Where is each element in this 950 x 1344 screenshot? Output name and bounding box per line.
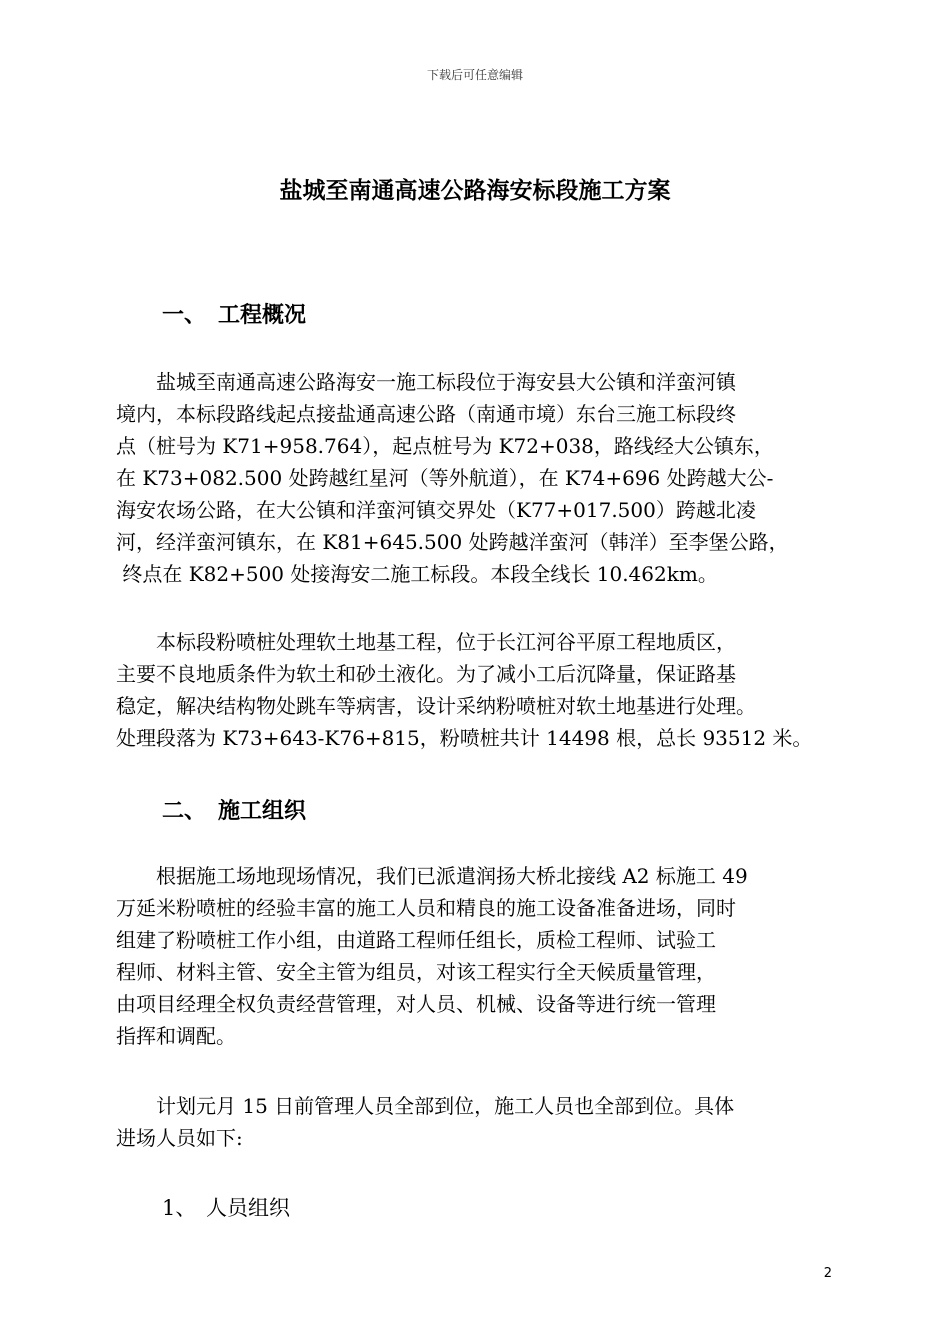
- text-line: 终点在 K82+500 处接海安二施工标段。本段全线长 10.462km。: [116, 562, 718, 586]
- text-line: 根据施工场地现场情况，我们已派遣润扬大桥北接线 A2 标施工 49: [116, 864, 748, 888]
- text-line: 点（桩号为 K71+958.764），起点桩号为 K72+038，路线经大公镇东，: [116, 434, 774, 458]
- page-number: 2: [823, 1266, 832, 1281]
- text-line: 本标段粉喷桩处理软土地基工程，位于长江河谷平原工程地质区，: [116, 630, 736, 654]
- text-line: 程师、材料主管、安全主管为组员，对该工程实行全天候质量管理，: [116, 960, 716, 984]
- text-line: 由项目经理全权负责经营管理，对人员、机械、设备等进行统一管理: [116, 992, 716, 1016]
- section-number: 一、: [162, 303, 207, 328]
- text-line: 河，经洋蛮河镇东，在 K81+645.500 处跨越洋蛮河（韩洋）至李堡公路，: [116, 530, 789, 554]
- subsection-number: 1、: [162, 1196, 197, 1220]
- text-line: 进场人员如下:: [116, 1126, 243, 1150]
- section-number: 二、: [162, 799, 207, 824]
- text-line: 盐城至南通高速公路海安一施工标段位于海安县大公镇和洋蛮河镇: [116, 370, 736, 394]
- text-line: 主要不良地质条件为软土和砂土液化。为了减小工后沉降量，保证路基: [116, 662, 736, 686]
- text-line: 稳定，解决结构物处跳车等病害，设计采纳粉喷桩对软土地基进行处理。: [116, 694, 756, 718]
- paragraph-project-location: [116, 366, 850, 590]
- text-line: 万延米粉喷桩的经验丰富的施工人员和精良的施工设备准备进场，同时: [116, 896, 736, 920]
- section-heading-organization: [162, 794, 306, 825]
- section-heading-overview: [162, 298, 306, 329]
- subsection-title: 人员组织: [206, 1196, 290, 1220]
- page-header-note: 下载后可任意编辑: [426, 68, 523, 82]
- subsection-heading-personnel: [162, 1192, 290, 1222]
- document-title: 盐城至南通高速公路海安标段施工方案: [279, 178, 671, 204]
- paragraph-personnel-schedule: [116, 1090, 850, 1154]
- section-title: 工程概况: [218, 303, 307, 328]
- text-line: 计划元月 15 日前管理人员全部到位，施工人员也全部到位。具体: [116, 1094, 735, 1118]
- text-line: 指挥和调配。: [116, 1024, 236, 1048]
- text-line: 处理段落为 K73+643-K76+815，粉喷桩共计 14498 根，总长 93512 米。: [116, 726, 813, 750]
- text-line: 组建了粉喷桩工作小组，由道路工程师任组长，质检工程师、试验工: [116, 928, 716, 952]
- section-title: 施工组织: [218, 799, 307, 824]
- text-line: 在 K73+082.500 处跨越红星河（等外航道），在 K74+696 处跨越大公-: [116, 466, 774, 490]
- paragraph-construction-team: [116, 860, 850, 1052]
- text-line: 海安农场公路，在大公镇和洋蛮河镇交界处（K77+017.500）跨越北凌: [116, 498, 756, 522]
- paragraph-soft-soil-treatment: [116, 626, 850, 754]
- text-line: 境内，本标段路线起点接盐通高速公路（南通市境）东台三施工标段终: [116, 402, 736, 426]
